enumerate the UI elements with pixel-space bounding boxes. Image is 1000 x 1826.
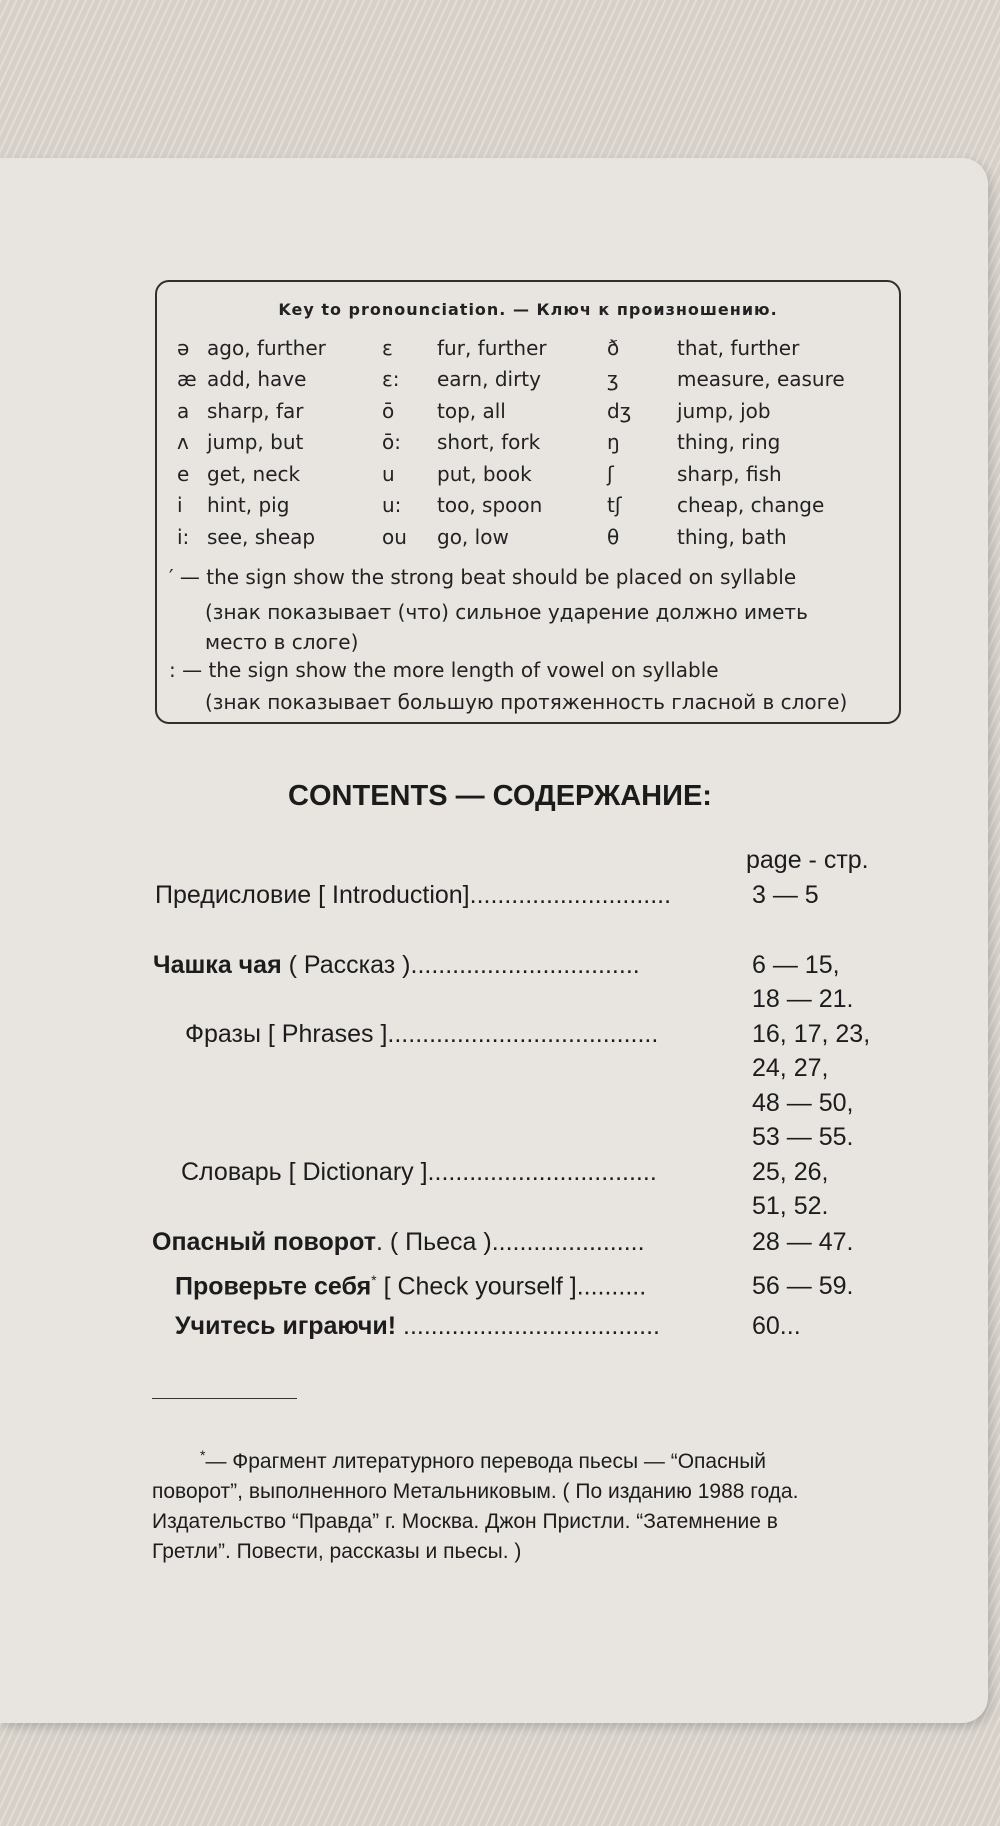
- phonetic-symbol: ε:: [382, 367, 400, 392]
- footnote-divider: [152, 1398, 297, 1399]
- phonetic-symbol: ε: [382, 335, 393, 360]
- footnote-text: [152, 1440, 912, 1567]
- toc-pages-uchites: 60...: [752, 1312, 801, 1340]
- footnote-line-3: Издательство “Правда” г. Москва. Джон Пристли. “Затемнение в: [152, 1510, 778, 1533]
- example-words: get, neck: [207, 461, 301, 486]
- example-words: add, have: [207, 367, 307, 392]
- phonetic-symbol: ə: [177, 335, 190, 360]
- stress-note: ′ — the sign show the strong beat should be placed on syllable: [169, 565, 797, 589]
- toc-pages-dictionary: 25, 26,: [752, 1158, 829, 1186]
- key-row: [382, 521, 547, 553]
- toc-label: Словарь [ Dictionary ]: [181, 1158, 428, 1186]
- phonetic-symbol: θ: [607, 524, 620, 549]
- toc-entry-povorot: [152, 1228, 645, 1257]
- key-row: [607, 458, 845, 490]
- example-words: measure, easure: [677, 367, 845, 392]
- example-words: go, low: [437, 524, 509, 549]
- toc-label: Чашка чая: [153, 951, 282, 979]
- toc-entry-phrases: [185, 1020, 658, 1049]
- footnote-line-1-text: — Фрагмент литературного перевода пьесы — “Опасный: [205, 1450, 767, 1473]
- key-title: Key to pronounciation. — Ключ к произношению.: [278, 300, 778, 319]
- toc-dots: .................................: [410, 951, 640, 979]
- phonetic-symbol: æ: [177, 367, 197, 392]
- toc-label: Учитесь играючи!: [175, 1312, 397, 1340]
- example-words: jump, but: [207, 430, 304, 455]
- key-row: [382, 332, 547, 364]
- toc-label: Предисловие [ Introduction]: [155, 881, 470, 909]
- example-words: sharp, fish: [677, 461, 782, 486]
- phonetic-symbol: i: [177, 493, 183, 518]
- toc-dots: .......................................: [387, 1020, 659, 1048]
- example-words: ago, further: [207, 335, 326, 360]
- key-row: [177, 458, 326, 490]
- phonetic-symbol: ou: [382, 524, 407, 549]
- phonetic-symbol: ʒ: [607, 367, 619, 392]
- toc-dots: ..........: [576, 1272, 647, 1301]
- phonetic-symbol: ō:: [382, 430, 401, 455]
- footnote-mark: *: [200, 1447, 206, 1463]
- example-words: cheap, change: [677, 493, 825, 518]
- phonetic-symbol: tʃ: [607, 493, 622, 518]
- toc-entry-proverte: [175, 1272, 646, 1301]
- toc-entry-chashka: [153, 951, 640, 980]
- length-note: : — the sign show the more length of vowel on syllable: [169, 658, 719, 682]
- example-words: that, further: [677, 335, 800, 360]
- key-row: [607, 395, 845, 427]
- example-words: too, spoon: [437, 493, 543, 518]
- key-row: [177, 490, 326, 522]
- example-words: sharp, far: [207, 398, 304, 423]
- toc-label: Проверьте себя: [175, 1272, 372, 1301]
- example-words: short, fork: [437, 430, 541, 455]
- toc-pages-proverte: 56 — 59.: [752, 1272, 854, 1300]
- toc-pages-dictionary-2: 51, 52.: [752, 1192, 829, 1220]
- toc-pages-phrases-2: 24, 27,: [752, 1054, 829, 1082]
- toc-pages-chashka: 6 — 15,: [752, 951, 840, 979]
- toc-sub: . ( Пьеса ): [375, 1228, 492, 1256]
- footnote-line-1: [152, 1440, 912, 1477]
- key-row: [177, 364, 326, 396]
- key-row: [177, 395, 326, 427]
- key-column-2: [382, 332, 547, 553]
- toc-pages-phrases-3: 48 — 50,: [752, 1089, 854, 1117]
- example-words: top, all: [437, 398, 506, 423]
- page-column-header: page - стр.: [746, 846, 869, 874]
- phonetic-symbol: ʃ: [607, 461, 614, 486]
- footnote-line-4: Гретли”. Повести, рассказы и пьесы. ): [152, 1540, 522, 1563]
- toc-sub: [ Check yourself ]: [376, 1272, 577, 1301]
- example-words: hint, pig: [207, 493, 290, 518]
- phonetic-symbol: u:: [382, 493, 402, 518]
- phonetic-symbol: e: [177, 461, 190, 486]
- phonetic-symbol: ō: [382, 398, 395, 423]
- length-note-ru: (знак показывает большую протяженность гласной в слоге): [205, 690, 848, 714]
- toc-entry-uchites: [175, 1312, 660, 1341]
- key-column-3: [607, 332, 845, 553]
- toc-sub: ( Рассказ ): [281, 951, 411, 979]
- toc-entry-intro: [155, 881, 671, 910]
- phonetic-symbol: ŋ: [607, 430, 620, 455]
- phonetic-symbol: i:: [177, 524, 190, 549]
- stress-note-ru-2: место в слоге): [205, 630, 359, 654]
- key-row: [382, 395, 547, 427]
- toc-pages-povorot: 28 — 47.: [752, 1228, 854, 1256]
- key-row: [382, 427, 547, 459]
- phonetic-symbol: a: [177, 398, 190, 423]
- example-words: see, sheap: [207, 524, 316, 549]
- key-row: [382, 458, 547, 490]
- key-row: [607, 332, 845, 364]
- pronunciation-key-box: [155, 280, 901, 724]
- phonetic-symbol: u: [382, 461, 395, 486]
- toc-dots: .....................................: [396, 1312, 660, 1340]
- phonetic-symbol: dʒ: [607, 398, 632, 423]
- phonetic-symbol: ʌ: [177, 430, 189, 455]
- toc-label: Опасный поворот: [152, 1228, 376, 1256]
- footnote-line-2: поворот”, выполненного Метальниковым. ( По изданию 1988 года.: [152, 1480, 799, 1503]
- toc-entry-dictionary: [181, 1158, 657, 1187]
- example-words: thing, bath: [677, 524, 787, 549]
- example-words: put, book: [437, 461, 532, 486]
- example-words: thing, ring: [677, 430, 781, 455]
- key-row: [177, 427, 326, 459]
- toc-dots: ......................: [491, 1228, 645, 1256]
- phonetic-symbol: ð: [607, 335, 620, 360]
- key-row: [607, 521, 845, 553]
- key-row: [382, 490, 547, 522]
- key-row: [607, 364, 845, 396]
- key-row: [607, 427, 845, 459]
- key-row: [382, 364, 547, 396]
- footnote-mark: *: [371, 1272, 377, 1288]
- toc-dots: .................................: [427, 1158, 657, 1186]
- key-row: [177, 332, 326, 364]
- example-words: jump, job: [677, 398, 771, 423]
- toc-pages-intro: 3 — 5: [752, 881, 819, 909]
- toc-dots: .............................: [469, 881, 672, 909]
- example-words: fur, further: [437, 335, 547, 360]
- key-column-1: [177, 332, 326, 553]
- toc-pages-phrases-4: 53 — 55.: [752, 1123, 854, 1151]
- key-row: [607, 490, 845, 522]
- example-words: earn, dirty: [437, 367, 541, 392]
- toc-label: Фразы [ Phrases ]: [185, 1020, 388, 1048]
- toc-pages-phrases: 16, 17, 23,: [752, 1020, 871, 1048]
- key-row: [177, 521, 326, 553]
- contents-title: CONTENTS — СОДЕРЖАНИЕ:: [288, 780, 712, 812]
- stress-note-ru-1: (знак показывает (что) сильное ударение должно иметь: [205, 600, 808, 624]
- toc-pages-chashka-2: 18 — 21.: [752, 985, 854, 1013]
